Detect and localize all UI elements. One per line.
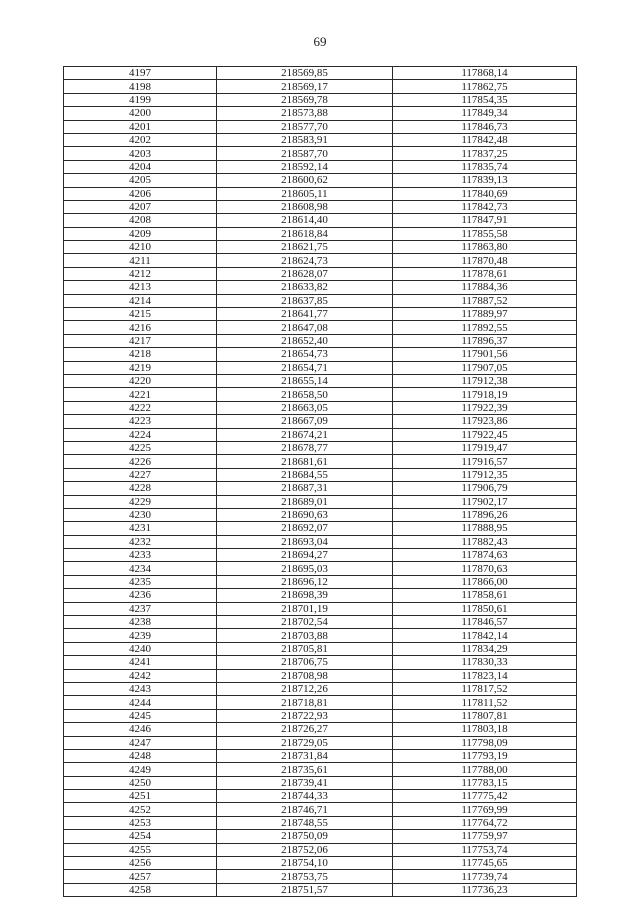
- y-coordinate-cell: 117896,26: [393, 508, 577, 521]
- x-coordinate-cell: 218592,14: [217, 160, 393, 173]
- x-coordinate-cell: 218658,50: [217, 388, 393, 401]
- table-row: [64, 508, 577, 521]
- x-coordinate-cell: 218663,05: [217, 401, 393, 414]
- point-number-cell: 4204: [64, 160, 217, 173]
- x-coordinate-cell: 218739,41: [217, 776, 393, 789]
- y-coordinate-cell: 117842,73: [393, 200, 577, 213]
- y-coordinate-cell: 117868,14: [393, 67, 577, 80]
- x-coordinate-cell: 218706,75: [217, 656, 393, 669]
- y-coordinate-cell: 117849,34: [393, 107, 577, 120]
- y-coordinate-cell: 117889,97: [393, 308, 577, 321]
- x-coordinate-cell: 218708,98: [217, 669, 393, 682]
- x-coordinate-cell: 218573,88: [217, 107, 393, 120]
- y-coordinate-cell: 117863,80: [393, 241, 577, 254]
- table-row: [64, 642, 577, 655]
- table-row: [64, 816, 577, 829]
- point-number-cell: 4249: [64, 763, 217, 776]
- table-row: [64, 241, 577, 254]
- y-coordinate-cell: 117840,69: [393, 187, 577, 200]
- point-number-cell: 4238: [64, 616, 217, 629]
- x-coordinate-cell: 218687,31: [217, 482, 393, 495]
- y-coordinate-cell: 117896,37: [393, 334, 577, 347]
- point-number-cell: 4229: [64, 495, 217, 508]
- y-coordinate-cell: 117783,15: [393, 776, 577, 789]
- y-coordinate-cell: 117745,65: [393, 857, 577, 870]
- point-number-cell: 4203: [64, 147, 217, 160]
- point-number-cell: 4211: [64, 254, 217, 267]
- y-coordinate-cell: 117888,95: [393, 522, 577, 535]
- table-row: [64, 227, 577, 240]
- point-number-cell: 4222: [64, 401, 217, 414]
- table-row: [64, 160, 577, 173]
- y-coordinate-cell: 117870,63: [393, 562, 577, 575]
- point-number-cell: 4205: [64, 174, 217, 187]
- y-coordinate-cell: 117916,57: [393, 455, 577, 468]
- table-row: [64, 790, 577, 803]
- x-coordinate-cell: 218750,09: [217, 830, 393, 843]
- x-coordinate-cell: 218701,19: [217, 602, 393, 615]
- point-number-cell: 4257: [64, 870, 217, 883]
- table-row: [64, 749, 577, 762]
- y-coordinate-cell: 117858,61: [393, 589, 577, 602]
- point-number-cell: 4246: [64, 723, 217, 736]
- x-coordinate-cell: 218605,11: [217, 187, 393, 200]
- y-coordinate-cell: 117878,61: [393, 267, 577, 280]
- x-coordinate-cell: 218583,91: [217, 133, 393, 146]
- point-number-cell: 4247: [64, 736, 217, 749]
- y-coordinate-cell: 117874,63: [393, 549, 577, 562]
- point-number-cell: 4241: [64, 656, 217, 669]
- table-row: [64, 334, 577, 347]
- table-row: [64, 522, 577, 535]
- x-coordinate-cell: 218633,82: [217, 281, 393, 294]
- point-number-cell: 4243: [64, 682, 217, 695]
- table-row: [64, 133, 577, 146]
- point-number-cell: 4208: [64, 214, 217, 227]
- x-coordinate-cell: 218684,55: [217, 468, 393, 481]
- y-coordinate-cell: 117759,97: [393, 830, 577, 843]
- table-row: [64, 267, 577, 280]
- y-coordinate-cell: 117788,00: [393, 763, 577, 776]
- x-coordinate-cell: 218577,70: [217, 120, 393, 133]
- point-number-cell: 4239: [64, 629, 217, 642]
- coordinates-table: [63, 66, 577, 897]
- y-coordinate-cell: 117803,18: [393, 723, 577, 736]
- table-row: [64, 803, 577, 816]
- y-coordinate-cell: 117842,14: [393, 629, 577, 642]
- table-row: [64, 415, 577, 428]
- table-row: [64, 93, 577, 106]
- x-coordinate-cell: 218694,27: [217, 549, 393, 562]
- y-coordinate-cell: 117846,73: [393, 120, 577, 133]
- y-coordinate-cell: 117753,74: [393, 843, 577, 856]
- x-coordinate-cell: 218654,71: [217, 361, 393, 374]
- table-row: [64, 709, 577, 722]
- y-coordinate-cell: 117884,36: [393, 281, 577, 294]
- table-row: [64, 67, 577, 80]
- table-row: [64, 187, 577, 200]
- coordinates-table-body: [64, 67, 577, 897]
- point-number-cell: 4197: [64, 67, 217, 80]
- x-coordinate-cell: 218748,55: [217, 816, 393, 829]
- table-row: [64, 120, 577, 133]
- x-coordinate-cell: 218695,03: [217, 562, 393, 575]
- point-number-cell: 4256: [64, 857, 217, 870]
- y-coordinate-cell: 117882,43: [393, 535, 577, 548]
- table-row: [64, 870, 577, 883]
- point-number-cell: 4228: [64, 482, 217, 495]
- table-row: [64, 281, 577, 294]
- x-coordinate-cell: 218628,07: [217, 267, 393, 280]
- table-row: [64, 468, 577, 481]
- x-coordinate-cell: 218754,10: [217, 857, 393, 870]
- table-row: [64, 200, 577, 213]
- y-coordinate-cell: 117906,79: [393, 482, 577, 495]
- point-number-cell: 4245: [64, 709, 217, 722]
- table-row: [64, 495, 577, 508]
- y-coordinate-cell: 117866,00: [393, 575, 577, 588]
- point-number-cell: 4253: [64, 816, 217, 829]
- point-number-cell: 4236: [64, 589, 217, 602]
- y-coordinate-cell: 117850,61: [393, 602, 577, 615]
- table-row: [64, 883, 577, 896]
- x-coordinate-cell: 218608,98: [217, 200, 393, 213]
- point-number-cell: 4234: [64, 562, 217, 575]
- point-number-cell: 4232: [64, 535, 217, 548]
- y-coordinate-cell: 117764,72: [393, 816, 577, 829]
- point-number-cell: 4206: [64, 187, 217, 200]
- x-coordinate-cell: 218647,08: [217, 321, 393, 334]
- point-number-cell: 4218: [64, 348, 217, 361]
- point-number-cell: 4216: [64, 321, 217, 334]
- x-coordinate-cell: 218618,84: [217, 227, 393, 240]
- y-coordinate-cell: 117922,39: [393, 401, 577, 414]
- table-row: [64, 629, 577, 642]
- x-coordinate-cell: 218702,54: [217, 616, 393, 629]
- point-number-cell: 4198: [64, 80, 217, 93]
- y-coordinate-cell: 117823,14: [393, 669, 577, 682]
- y-coordinate-cell: 117839,13: [393, 174, 577, 187]
- point-number-cell: 4217: [64, 334, 217, 347]
- point-number-cell: 4224: [64, 428, 217, 441]
- point-number-cell: 4221: [64, 388, 217, 401]
- point-number-cell: 4207: [64, 200, 217, 213]
- point-number-cell: 4230: [64, 508, 217, 521]
- x-coordinate-cell: 218569,17: [217, 80, 393, 93]
- table-row: [64, 669, 577, 682]
- point-number-cell: 4209: [64, 227, 217, 240]
- point-number-cell: 4240: [64, 642, 217, 655]
- y-coordinate-cell: 117837,25: [393, 147, 577, 160]
- x-coordinate-cell: 218655,14: [217, 374, 393, 387]
- point-number-cell: 4254: [64, 830, 217, 843]
- point-number-cell: 4233: [64, 549, 217, 562]
- point-number-cell: 4237: [64, 602, 217, 615]
- y-coordinate-cell: 117919,47: [393, 441, 577, 454]
- y-coordinate-cell: 117793,19: [393, 749, 577, 762]
- point-number-cell: 4220: [64, 374, 217, 387]
- x-coordinate-cell: 218705,81: [217, 642, 393, 655]
- x-coordinate-cell: 218681,61: [217, 455, 393, 468]
- x-coordinate-cell: 218746,71: [217, 803, 393, 816]
- point-number-cell: 4248: [64, 749, 217, 762]
- table-row: [64, 776, 577, 789]
- table-row: [64, 723, 577, 736]
- x-coordinate-cell: 218744,33: [217, 790, 393, 803]
- table-row: [64, 843, 577, 856]
- x-coordinate-cell: 218587,70: [217, 147, 393, 160]
- y-coordinate-cell: 117912,35: [393, 468, 577, 481]
- point-number-cell: 4226: [64, 455, 217, 468]
- y-coordinate-cell: 117923,86: [393, 415, 577, 428]
- y-coordinate-cell: 117854,35: [393, 93, 577, 106]
- point-number-cell: 4201: [64, 120, 217, 133]
- point-number-cell: 4225: [64, 441, 217, 454]
- y-coordinate-cell: 117834,29: [393, 642, 577, 655]
- y-coordinate-cell: 117847,91: [393, 214, 577, 227]
- y-coordinate-cell: 117811,52: [393, 696, 577, 709]
- table-row: [64, 616, 577, 629]
- point-number-cell: 4199: [64, 93, 217, 106]
- table-row: [64, 696, 577, 709]
- x-coordinate-cell: 218729,05: [217, 736, 393, 749]
- x-coordinate-cell: 218693,04: [217, 535, 393, 548]
- x-coordinate-cell: 218735,61: [217, 763, 393, 776]
- x-coordinate-cell: 218712,26: [217, 682, 393, 695]
- y-coordinate-cell: 117870,48: [393, 254, 577, 267]
- y-coordinate-cell: 117769,99: [393, 803, 577, 816]
- table-row: [64, 656, 577, 669]
- y-coordinate-cell: 117887,52: [393, 294, 577, 307]
- x-coordinate-cell: 218624,73: [217, 254, 393, 267]
- y-coordinate-cell: 117918,19: [393, 388, 577, 401]
- table-row: [64, 562, 577, 575]
- table-row: [64, 107, 577, 120]
- x-coordinate-cell: 218654,73: [217, 348, 393, 361]
- x-coordinate-cell: 218703,88: [217, 629, 393, 642]
- x-coordinate-cell: 218678,77: [217, 441, 393, 454]
- table-row: [64, 388, 577, 401]
- y-coordinate-cell: 117807,81: [393, 709, 577, 722]
- point-number-cell: 4250: [64, 776, 217, 789]
- y-coordinate-cell: 117736,23: [393, 883, 577, 896]
- table-row: [64, 308, 577, 321]
- table-row: [64, 857, 577, 870]
- x-coordinate-cell: 218600,62: [217, 174, 393, 187]
- point-number-cell: 4235: [64, 575, 217, 588]
- x-coordinate-cell: 218667,09: [217, 415, 393, 428]
- table-row: [64, 830, 577, 843]
- y-coordinate-cell: 117775,42: [393, 790, 577, 803]
- table-row: [64, 214, 577, 227]
- x-coordinate-cell: 218674,21: [217, 428, 393, 441]
- y-coordinate-cell: 117798,09: [393, 736, 577, 749]
- x-coordinate-cell: 218637,85: [217, 294, 393, 307]
- point-number-cell: 4255: [64, 843, 217, 856]
- point-number-cell: 4251: [64, 790, 217, 803]
- x-coordinate-cell: 218569,85: [217, 67, 393, 80]
- table-row: [64, 763, 577, 776]
- point-number-cell: 4231: [64, 522, 217, 535]
- point-number-cell: 4214: [64, 294, 217, 307]
- point-number-cell: 4244: [64, 696, 217, 709]
- table-row: [64, 348, 577, 361]
- page-number: 69: [313, 34, 327, 49]
- y-coordinate-cell: 117739,74: [393, 870, 577, 883]
- point-number-cell: 4212: [64, 267, 217, 280]
- y-coordinate-cell: 117907,05: [393, 361, 577, 374]
- table-row: [64, 589, 577, 602]
- table-row: [64, 441, 577, 454]
- y-coordinate-cell: 117912,38: [393, 374, 577, 387]
- x-coordinate-cell: 218698,39: [217, 589, 393, 602]
- table-row: [64, 535, 577, 548]
- point-number-cell: 4227: [64, 468, 217, 481]
- x-coordinate-cell: 218692,07: [217, 522, 393, 535]
- point-number-cell: 4252: [64, 803, 217, 816]
- y-coordinate-cell: 117846,57: [393, 616, 577, 629]
- x-coordinate-cell: 218652,40: [217, 334, 393, 347]
- y-coordinate-cell: 117902,17: [393, 495, 577, 508]
- point-number-cell: 4202: [64, 133, 217, 146]
- point-number-cell: 4210: [64, 241, 217, 254]
- table-row: [64, 401, 577, 414]
- table-row: [64, 455, 577, 468]
- x-coordinate-cell: 218621,75: [217, 241, 393, 254]
- x-coordinate-cell: 218726,27: [217, 723, 393, 736]
- table-row: [64, 482, 577, 495]
- y-coordinate-cell: 117855,58: [393, 227, 577, 240]
- y-coordinate-cell: 117830,33: [393, 656, 577, 669]
- y-coordinate-cell: 117892,55: [393, 321, 577, 334]
- table-row: [64, 80, 577, 93]
- y-coordinate-cell: 117842,48: [393, 133, 577, 146]
- point-number-cell: 4200: [64, 107, 217, 120]
- x-coordinate-cell: 218569,78: [217, 93, 393, 106]
- x-coordinate-cell: 218718,81: [217, 696, 393, 709]
- table-row: [64, 575, 577, 588]
- table-row: [64, 428, 577, 441]
- x-coordinate-cell: 218731,84: [217, 749, 393, 762]
- x-coordinate-cell: 218752,06: [217, 843, 393, 856]
- point-number-cell: 4242: [64, 669, 217, 682]
- x-coordinate-cell: 218614,40: [217, 214, 393, 227]
- x-coordinate-cell: 218751,57: [217, 883, 393, 896]
- point-number-cell: 4258: [64, 883, 217, 896]
- table-row: [64, 602, 577, 615]
- x-coordinate-cell: 218689,01: [217, 495, 393, 508]
- table-row: [64, 374, 577, 387]
- table-row: [64, 361, 577, 374]
- y-coordinate-cell: 117817,52: [393, 682, 577, 695]
- point-number-cell: 4215: [64, 308, 217, 321]
- table-row: [64, 294, 577, 307]
- table-row: [64, 174, 577, 187]
- table-row: [64, 549, 577, 562]
- x-coordinate-cell: 218722,93: [217, 709, 393, 722]
- x-coordinate-cell: 218641,77: [217, 308, 393, 321]
- x-coordinate-cell: 218690,63: [217, 508, 393, 521]
- x-coordinate-cell: 218753,75: [217, 870, 393, 883]
- y-coordinate-cell: 117835,74: [393, 160, 577, 173]
- point-number-cell: 4223: [64, 415, 217, 428]
- table-row: [64, 736, 577, 749]
- y-coordinate-cell: 117862,75: [393, 80, 577, 93]
- point-number-cell: 4219: [64, 361, 217, 374]
- table-row: [64, 147, 577, 160]
- y-coordinate-cell: 117901,56: [393, 348, 577, 361]
- table-row: [64, 321, 577, 334]
- table-row: [64, 254, 577, 267]
- x-coordinate-cell: 218696,12: [217, 575, 393, 588]
- table-row: [64, 682, 577, 695]
- y-coordinate-cell: 117922,45: [393, 428, 577, 441]
- point-number-cell: 4213: [64, 281, 217, 294]
